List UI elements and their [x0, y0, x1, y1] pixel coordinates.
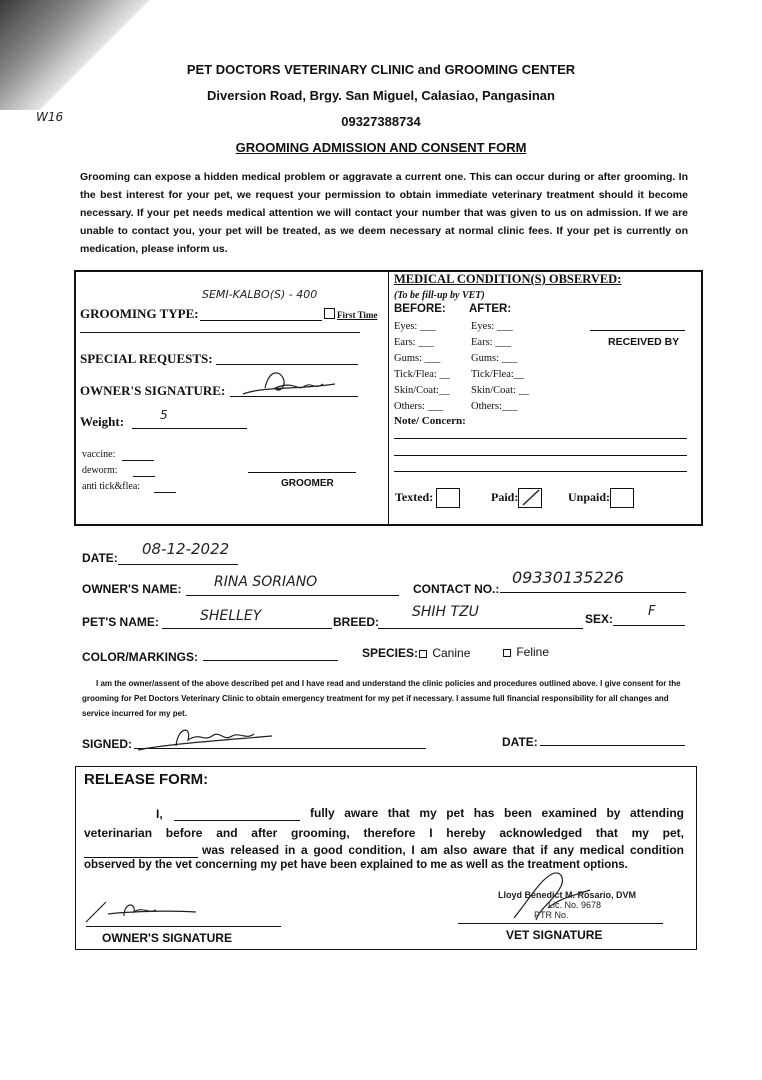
- release-line-1: fully aware that my pet has been examined by attending: [310, 806, 684, 820]
- pet-name-label: PET'S NAME:: [82, 615, 159, 629]
- after-label: AFTER:: [469, 303, 512, 315]
- breed-label: BREED:: [333, 615, 380, 629]
- after-skin: Skin/Coat: __: [471, 385, 530, 396]
- box-divider: [388, 270, 389, 524]
- intro-paragraph: Grooming can expose a hidden medical problem or aggravate a current one. This can occur during or after grooming. In the best interest for your pet, we request your permission to obtain immediate veterinary treatment should it become necessary. If your pet needs medical attention we will contact your number that was given to us on admission. If we are unable to contact you, your pet will be treated, as we deem necessary at normal clinic fees. If your pet is currently on medication, please inform us.: [80, 171, 688, 255]
- color-label: COLOR/MARKINGS:: [82, 650, 198, 664]
- signed-label: SIGNED:: [82, 737, 133, 751]
- vet-signature-field[interactable]: [458, 923, 663, 924]
- contact-value: 09330135226: [512, 568, 624, 587]
- breed-field[interactable]: [378, 628, 583, 629]
- pet-name-field[interactable]: [162, 628, 332, 629]
- unpaid-checkbox[interactable]: Unpaid:: [568, 488, 634, 508]
- weight-label: Weight:: [80, 414, 125, 429]
- color-field[interactable]: [203, 660, 338, 661]
- grooming-type-label: GROOMING TYPE:: [80, 306, 199, 321]
- contact-label: CONTACT NO.:: [413, 582, 500, 596]
- release-line-3: was released in a good condition, I am also aware that if any medical condition: [202, 843, 684, 857]
- after-ears: Ears: ___: [471, 337, 511, 348]
- signed-scribble: [136, 722, 276, 754]
- owner-name-field[interactable]: [186, 595, 399, 596]
- grooming-type-value: SEMI-KALBO(S) - 400: [202, 288, 318, 301]
- release-title: RELEASE FORM:: [84, 771, 209, 788]
- received-by-field[interactable]: [590, 330, 685, 331]
- before-gums: Gums: ___: [394, 353, 441, 364]
- owner-signature-scribble: [235, 366, 345, 400]
- before-skin: Skin/Coat:__: [394, 385, 450, 396]
- clinic-name: PET DOCTORS VETERINARY CLINIC and GROOMING CENTER: [186, 62, 576, 77]
- release-pet-field[interactable]: [84, 857, 198, 858]
- after-others: Others:___: [471, 401, 518, 412]
- vaccine-label: vaccine:: [82, 449, 116, 460]
- date-value: 08-12-2022: [142, 540, 230, 558]
- species-label: SPECIES:: [362, 646, 419, 660]
- sex-value: F: [648, 604, 656, 619]
- before-eyes: Eyes: ___: [394, 321, 436, 332]
- weight-value: 5: [160, 408, 168, 422]
- first-time-checkbox[interactable]: First Time: [324, 308, 377, 320]
- medical-subtitle: (To be fill-up by VET): [394, 290, 485, 301]
- consent-paragraph: I am the owner/assent of the above described pet and I have read and understand the clinic policies and procedures outlined above. I give consent for the grooming for Pet Doctors Veterinary Clinic to obtain emergency treatment for my pet if necessary. I assume full financial responsibility for all changes and service incurred for my pet.: [82, 679, 681, 718]
- paid-checkbox[interactable]: Paid:: [491, 488, 542, 508]
- pet-name-value: SHELLEY: [200, 608, 262, 624]
- owner-release-scribble: [84, 894, 204, 928]
- contact-field[interactable]: [500, 592, 686, 593]
- breed-value: SHIH TZU: [412, 604, 479, 620]
- release-line-4: observed by the vet concerning my pet have been explained to me as well as the treatment options.: [84, 859, 628, 871]
- canine-checkbox[interactable]: Canine: [419, 646, 470, 660]
- owner-name-value: RINA SORIANO: [214, 574, 318, 590]
- signed-date-label: DATE:: [502, 735, 538, 749]
- weight-field[interactable]: [132, 428, 247, 429]
- sex-label: SEX:: [585, 612, 614, 626]
- date-label: DATE:: [82, 551, 118, 565]
- before-label: BEFORE:: [394, 303, 446, 315]
- after-gums: Gums: ___: [471, 353, 518, 364]
- before-tick: Tick/Flea: __: [394, 369, 450, 380]
- feline-checkbox[interactable]: Feline: [503, 645, 549, 659]
- corner-note: W16: [36, 110, 64, 124]
- form-title: GROOMING ADMISSION AND CONSENT FORM: [235, 140, 527, 155]
- after-eyes: Eyes: ___: [471, 321, 513, 332]
- owner-name-label: OWNER'S NAME:: [82, 582, 182, 596]
- clinic-address: Diversion Road, Brgy. San Miguel, Calasiao, Pangasinan: [207, 88, 555, 103]
- owner-signature-label: OWNER'S SIGNATURE:: [80, 383, 226, 398]
- before-others: Others: ___: [394, 401, 444, 412]
- deworm-label: deworm:: [82, 465, 118, 476]
- after-tick: Tick/Flea:__: [471, 369, 525, 380]
- medical-title: MEDICAL CONDITION(S) OBSERVED:: [394, 272, 622, 286]
- clinic-phone: 09327388734: [341, 114, 421, 129]
- before-ears: Ears: ___: [394, 337, 434, 348]
- release-line-2: veterinarian before and after grooming, therefore I hereby acknowledged that my pet,: [84, 826, 684, 840]
- special-requests-label: SPECIAL REQUESTS:: [80, 351, 213, 366]
- texted-checkbox[interactable]: Texted:: [395, 488, 460, 508]
- owner-signature-caption: OWNER'S SIGNATURE: [102, 931, 232, 945]
- received-by-label: RECEIVED BY: [608, 336, 680, 348]
- vet-stamp: Lloyd Benedict M. Rosario, DVM Lic. No. 9678 PTR No.: [498, 890, 637, 920]
- signed-date-field[interactable]: [540, 745, 685, 746]
- special-requests-field[interactable]: [216, 364, 358, 365]
- sex-field[interactable]: [613, 625, 685, 626]
- release-i: I,: [156, 807, 163, 821]
- vet-signature-caption: VET SIGNATURE: [506, 928, 603, 942]
- date-field[interactable]: [118, 564, 238, 565]
- release-name-field[interactable]: [174, 820, 300, 821]
- groomer-field[interactable]: [248, 472, 356, 473]
- note-label: Note/ Concern:: [394, 415, 466, 427]
- groomer-label: GROOMER: [281, 478, 334, 489]
- antitick-label: anti tick&flea:: [82, 481, 141, 492]
- owner-release-signature-field[interactable]: [86, 926, 281, 927]
